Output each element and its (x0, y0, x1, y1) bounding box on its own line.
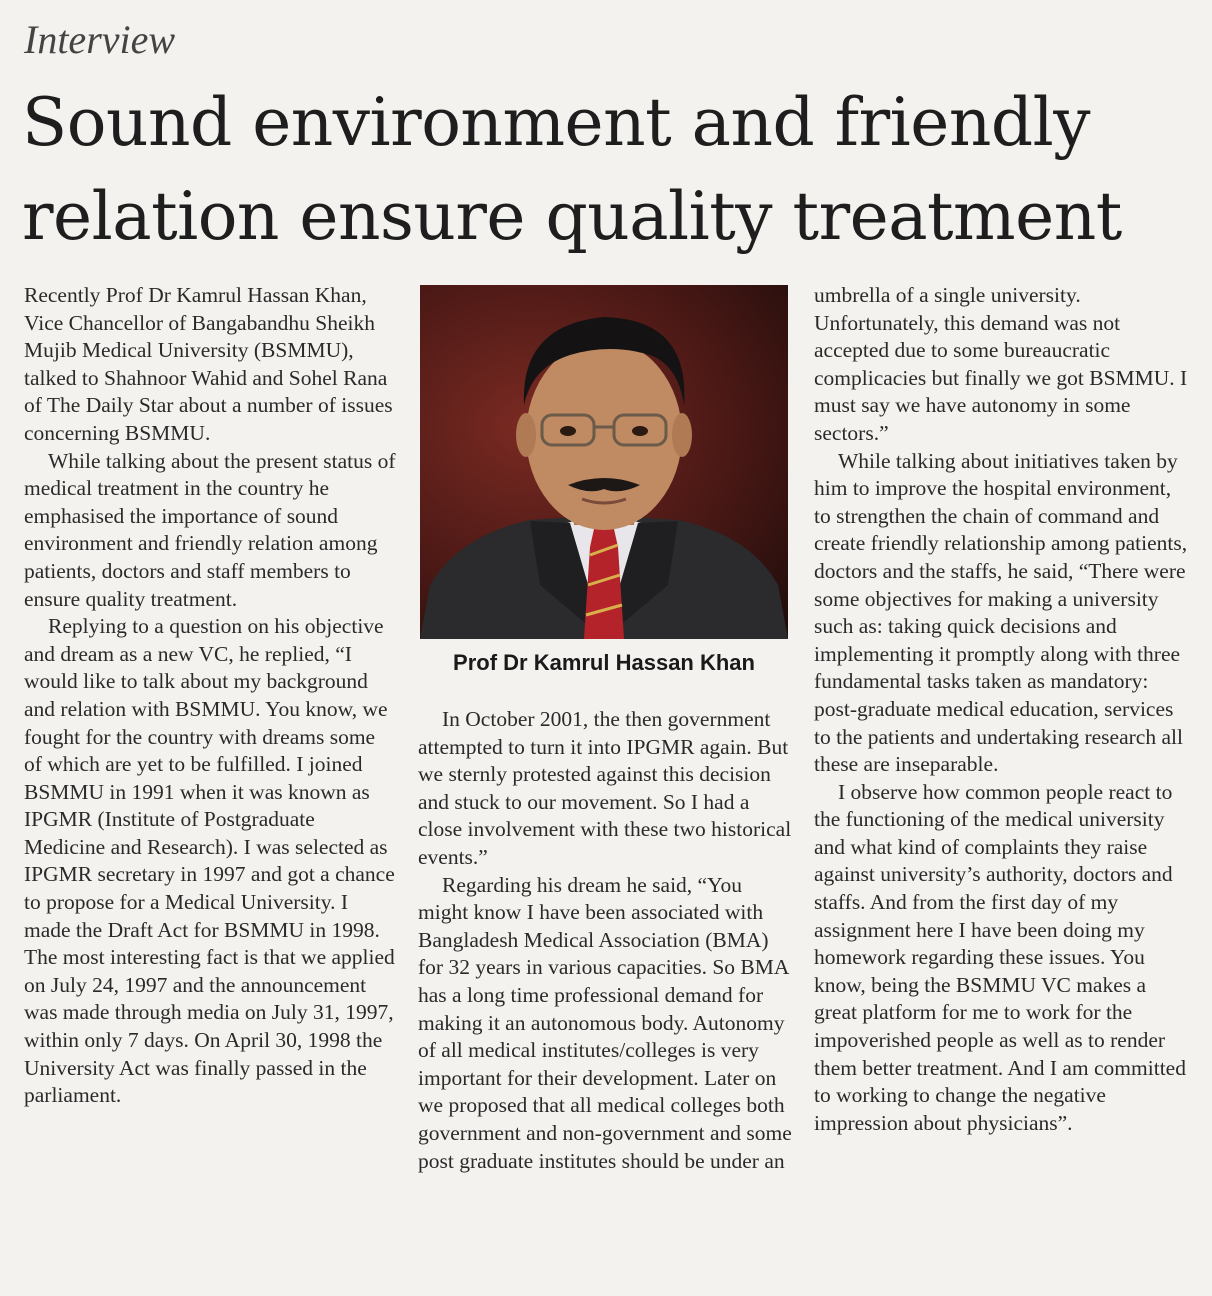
portrait-photo (420, 285, 788, 639)
paragraph: Regarding his dream he said, “You might know I have been associated with Bangladesh Medical Association (BMA) for 32 years in various capacities. So BMA has a long time professional demand for making it an autonomous body. Autonomy of all medical institutes/colleges is very important for their development. Later on we proposed that all medical colleges both government and non-government and some post graduate institutes should be under an (418, 872, 792, 1173)
section-kicker: Interview (24, 17, 176, 62)
photo-caption: Prof Dr Kamrul Hassan Khan (453, 650, 755, 675)
paragraph: While talking about the present status of medical treatment in the country he emphasised the importance of sound environment and friendly relation among patients, doctors and staff members to ensure quality treatment. (24, 448, 396, 611)
article-column-1 (24, 282, 396, 1110)
paragraph: Recently Prof Dr Kamrul Hassan Khan, Vice Chancellor of Bangabandhu Sheikh Mujib Medical University (BSMMU), talked to Shahnoor Wahid and Sohel Rana of The Daily Star about a number of issues concerning BSMMU. (24, 283, 393, 445)
paragraph: Replying to a question on his objective and dream as a new VC, he replied, “I would like to talk about my background and relation with BSMMU. You know, we fought for the country with dreams some of which are yet to be fulfilled. I joined BSMMU in 1991 when it was known as IPGMR (Institute of Postgraduate Medicine and Research). I was selected as IPGMR secretary in 1997 and got a chance to propose for a Medical University. I made the Draft Act for BSMMU in 1998. The most interesting fact is that we applied on July 24, 1997 and the announcement was made through media on July 31, 1997, within only 7 days. On April 30, 1998 the University Act was finally passed in the parliament. (24, 614, 395, 1108)
portrait-illustration (420, 285, 788, 639)
paragraph: While talking about initiatives taken by him to improve the hospital environment, to strengthen the chain of command and create friendly relationship among patients, doctors and the staffs, he said, “There were some objectives for making a university such as: taking quick decisions and implementing it promptly along with three fundamental tasks taken as mandatory: post-graduate medical education, services to the patients and undertaking research all these are inseparable. (814, 448, 1188, 777)
paragraph: umbrella of a single university. Unfortunately, this demand was not accepted due to some bureaucratic complicacies but finally we got BSMMU. I must say we have autonomy in some sectors.” (814, 283, 1188, 445)
article-column-3 (814, 282, 1192, 1137)
paragraph: In October 2001, the then government attempted to turn it into IPGMR again. But we sternly protested against this decision and stuck to our movement. So I had a close involvement with these two historical events.” (418, 707, 792, 869)
article-column-2 (418, 706, 796, 1175)
paragraph: I observe how common people react to the functioning of the medical university and what kind of complaints they raise against university’s authority, doctors and staffs. And from the first day of my assignment here I have been doing my homework regarding these issues. You know, being the BSMMU VC makes a great platform for me to work for the impoverished people as well as to render them better treatment. And I am committed to working to change the negative impression about physicians”. (814, 779, 1186, 1135)
article-headline: Sound environment and friendly relation ensure quality treatment (22, 84, 1122, 255)
